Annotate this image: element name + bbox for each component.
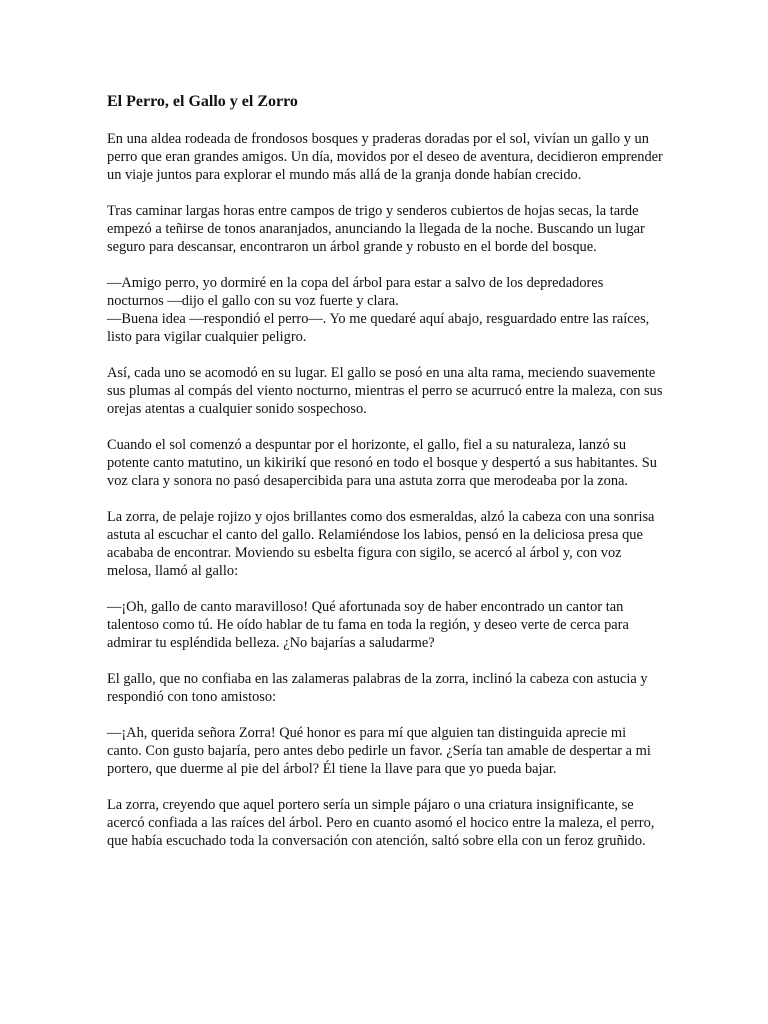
paragraph-3: Así, cada uno se acomodó en su lugar. El gallo se posó en una alta rama, meciendo suavemente sus plumas al compás del viento nocturno, mientras el perro se acurrucó entre la maleza, con sus orejas atentas a cualquier sonido sospechoso. [107, 365, 663, 417]
paragraph-4: Cuando el sol comenzó a despuntar por el horizonte, el gallo, fiel a su naturaleza, lanzó su potente canto matutino, un kikirikí que resonó en todo el bosque y despertó a sus habitantes. Su voz clara y sonora no pasó desapercibida para una astuta zorra que merodeaba por la zona. [107, 437, 657, 489]
paragraph-1: En una aldea rodeada de frondosos bosques y praderas doradas por el sol, vivían un gallo y un perro que eran grandes amigos. Un día, movidos por el deseo de aventura, decidieron emprender un viaje juntos para explorar el mundo más allá de la granja donde habían crecido. [107, 131, 663, 183]
document-page [107, 92, 663, 868]
dialogue-rooster-1: —Amigo perro, yo dormiré en la copa del árbol para estar a salvo de los depredadores nocturnos —dijo el gallo con su voz fuerte y clara. [107, 275, 604, 309]
paragraph-6: El gallo, que no confiaba en las zalameras palabras de la zorra, inclinó la cabeza con astucia y respondió con tono amistoso: [107, 671, 648, 705]
paragraph-5: La zorra, de pelaje rojizo y ojos brillantes como dos esmeraldas, alzó la cabeza con una sonrisa astuta al escuchar el canto del gallo. Relamiéndose los labios, pensó en la deliciosa presa que acababa de encontrar. Moviendo su esbelta figura con sigilo, se acercó al árbol y, con voz melosa, llamó al gallo: [107, 509, 655, 579]
paragraph-2: Tras caminar largas horas entre campos de trigo y senderos cubiertos de hojas secas, la tarde empezó a teñirse de tonos anaranjados, anunciando la llegada de la noche. Buscando un lugar seguro para descansar, encontraron un árbol grande y robusto en el borde del bosque. [107, 203, 645, 255]
document-title: El Perro, el Gallo y el Zorro [107, 93, 298, 110]
dialogue-fox-1: —¡Oh, gallo de canto maravilloso! Qué afortunada soy de haber encontrado un cantor tan talentoso como tú. He oído hablar de tu fama en toda la región, y deseo verte de cerca para admirar tu espléndida belleza. ¿No bajarías a saludarme? [107, 599, 629, 651]
dialogue-dog-1: —Buena idea —respondió el perro—. Yo me quedaré aquí abajo, resguardado entre las raíces, listo para vigilar cualquier peligro. [107, 311, 650, 345]
paragraph-7: La zorra, creyendo que aquel portero sería un simple pájaro o una criatura insignificante, se acercó confiada a las raíces del árbol. Pero en cuanto asomó el hocico entre la maleza, el perro, que había escuchado toda la conversación con atención, saltó sobre ella con un feroz gruñido. [107, 797, 655, 849]
dialogue-rooster-2: —¡Ah, querida señora Zorra! Qué honor es para mí que alguien tan distinguida aprecie mi canto. Con gusto bajaría, pero antes debo pedirle un favor. ¿Sería tan amable de despertar a mi portero, que duerme al pie del árbol? Él tiene la llave para que yo pueda bajar. [107, 725, 651, 777]
